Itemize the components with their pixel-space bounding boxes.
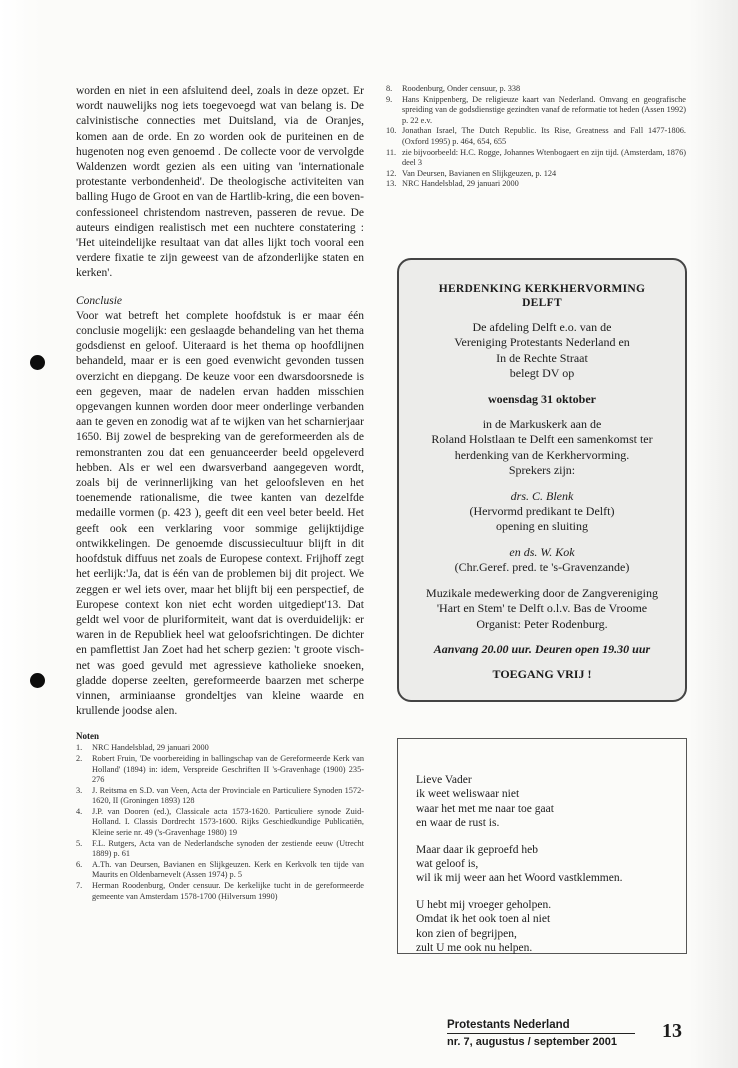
- notes-list-right: [386, 84, 686, 190]
- event-notice-box: [397, 258, 687, 702]
- section-heading-conclusie: Conclusie: [76, 294, 122, 307]
- notice-date: woensdag 31 oktober: [487, 391, 596, 406]
- speaker-role: (Chr.Geref. pred. te 's-Gravenzande): [454, 560, 630, 575]
- bullet-mark-top: [30, 355, 45, 370]
- note-item: 12. Van Deursen, Bavianen en Slijkgeuzen, p. 124: [386, 168, 557, 178]
- bullet-mark-bottom: [30, 673, 45, 688]
- article-paragraph-conclusion: Voor wat betreft het complete hoofdstuk is er maar één conclusie mogelijk: een geslaagde behandeling van het thema godsdienst en geloof. Uiteraard is het thema op hoofdlijnen behandeld, maar er is een goed evenwicht gevonden tussen overzicht en diepgang. De keuze voor een dwarsdoorsnede is een gegeven, maar de nadelen ervan hadden misschien opgevangen kunnen worden door meer onderlinge verbanden aan te geven en zonodig wat af te wijken van het scharnierjaar 1650. Bij zowel de bespreking van de gereformeerden als de remonstranten zou dat een genuanceerder beeld opgeleverd hebben. Als er wel een dwarsverband aangegeven wordt, zoals bij de verinnerlijking van het geloofsleven en het toenemende rationalisme, die twee kanten van dezelfde medaille vormen (p. 423 ), geeft dit een veel beter beeld. Het geeft ook een verklaring voor sommige gelijktijdige ontwikkelingen. De genoemde discussiecultuur blijft in dit hoofdstuk diffuus net zoals de Europese context. Frijhoff zegt het eerlijk:'Ja, dat is één van de problemen bij dit project. We zeggen er wel iets over, maar het blijft bij een perspectief, de Europese context kon niet echt worden uitgediept'13. Dat geldt wel voor de pluriformiteit, want dat is overduidelijk: er waren in de Republiek heel wat geloofsrichtingen. De dichter en pamflettist Jan Zoet had het scherp gezien: 't groote visch-net was goed gevuld met agressieve katholieke snoeken, gladde doperse zeelten, gereformeerde baarzen met scherpe vinnen, arminiaanse grondeltjes van kleine waarde en krullende joodse alen.: [76, 309, 364, 718]
- notice-intro: De afdeling Delft e.o. van de: [472, 320, 612, 334]
- page-number: 13: [662, 1020, 682, 1042]
- note-item: 5. F.L. Rutgers, Acta van de Nederlandsche synoden der zestiende eeuw (Utrecht 1889) p. 61: [76, 838, 364, 859]
- notice-intro: Vereniging Protestants Nederland en: [454, 335, 630, 350]
- notes-heading: Noten: [76, 731, 99, 742]
- notice-intro: belegt DV op: [509, 366, 575, 381]
- note-item: 7. Herman Roodenburg, Onder censuur. De kerkelijke tucht in de gereformeerde gemeente van Amsterdam 1578-1700 (Hilversum 1990): [76, 881, 364, 901]
- note-item: 10. Jonathan Israel, The Dutch Republic. Its Rise, Greatness and Fall 1477-1806. (Oxford 1995) p. 464, 654, 655: [386, 126, 686, 146]
- speaker-task: opening en sluiting: [496, 519, 588, 534]
- notice-intro: In de Rechte Straat: [496, 350, 588, 365]
- note-item: 13. NRC Handelsblad, 29 januari 2000: [386, 179, 519, 189]
- poem-stanza: Lieve Vader ik weet weliswaar niet waar het met me naar toe gaat en waar de rust is.: [416, 774, 554, 830]
- poem-stanza: U hebt mij vroeger geholpen. Omdat ik het ook toen al niet kon zien of begrijpen, zult U me ook nu helpen.: [416, 898, 552, 955]
- notice-admission: TOEGANG VRIJ !: [492, 667, 592, 682]
- publication-title: Protestants Nederland: [447, 1018, 635, 1034]
- note-item: 2. Robert Fruin, 'De voorbereiding in ballingschap van de Gereformeerde Kerk van Holland' (1894) in: idem, Verspreide Geschriften II 's-Gravenhage (1900) 235-276: [76, 753, 364, 785]
- speaker-name: drs. C. Blenk: [510, 488, 574, 503]
- poem-stanza: Maar daar ik geproefd heb wat geloof is, wil ik mij weer aan het Woord vastklemmen.: [416, 843, 623, 885]
- page-footer: [447, 1018, 687, 1050]
- speaker-name: en ds. W. Kok: [509, 544, 575, 559]
- left-column: [76, 84, 364, 902]
- notice-body: in de Markuskerk aan de: [482, 417, 602, 432]
- note-item: 8. Roodenburg, Onder censuur, p. 338: [386, 84, 521, 93]
- note-item: 1. NRC Handelsblad, 29 januari 2000: [76, 743, 209, 753]
- speaker-role: (Hervormd predikant te Delft): [469, 504, 615, 519]
- right-column-notes: [386, 84, 686, 190]
- notice-body: Sprekers zijn:: [508, 463, 576, 478]
- notice-music: Organist: Peter Rodenburg.: [476, 616, 608, 631]
- notice-times: Aanvang 20.00 uur. Deuren open 19.30 uur: [433, 641, 651, 656]
- notice-body: herdenking van de Kerkhervorming.: [454, 447, 630, 462]
- note-item: 3. J. Reitsma en S.D. van Veen, Acta der Provinciale en Particuliere Synoden 1572-1620, II (Groningen 1893) 128: [76, 785, 364, 806]
- note-item: 6. A.Th. van Deursen, Bavianen en Slijkgeuzen. Kerk en Kerkvolk ten tijde van Maurits en Oldenbarnevelt (Assen 1974) p. 5: [76, 859, 364, 880]
- notice-body: Roland Holstlaan te Delft een samenkomst ter: [431, 432, 653, 447]
- note-item: 4. J.P. van Dooren (ed.), Classicale acta 1573-1620. Particuliere synode Zuid-Holland. I. Classis Dordrecht 1573-1600. Rijks Geschiedkundige Publicatiën, Kleine serie nr. 49 ('s-Gravenhage 1980) 19: [76, 806, 364, 838]
- poem-box: [397, 738, 687, 954]
- notice-title: HERDENKING KERKHERVORMING DELFT: [438, 283, 646, 309]
- notes-list-left: [76, 743, 364, 902]
- note-item: 9. Hans Knippenberg, De religieuze kaart van Nederland. Omvang en geografische spreiding van de godsdienstige gezindten vanaf de reformatie tot heden (Assen 1992) p. 22 e.v.: [386, 94, 686, 125]
- notice-music: Muzikale medewerking door de Zangvereniging: [426, 585, 658, 600]
- issue-info: nr. 7, augustus / september 2001: [447, 1036, 617, 1048]
- article-paragraph: worden en niet in een afsluitend deel, zoals in deze opzet. Er wordt nauwelijks nog iets toegevoegd wat van belang is. De calvinistische connecties met Duitsland, via de Oranjes, komen aan de orde. En zo worden ook de puriteinen en de hugenoten nog even genoemd . De collecte voor de vervolgde Waldenzen wordt gezien als een uiting van 'internationale protestante verbondenheid'. De theologische activiteiten van balling Hugo de Groot en van de Hartlib-kring, die een boven-confessioneel christendom nastreven, passeren de revue. De auteurs eindigen realistisch met een nuchtere constatering : 'Het uiteindelijke resultaat van dat alles lijkt toch vooral een verdere fixatie te zijn geweest van de afzonderlijke staten en kerken'.: [76, 85, 364, 280]
- notice-music: 'Hart en Stem' te Delft o.l.v. Bas de Vroome: [436, 601, 648, 616]
- note-item: 11. zie bijvoorbeeld: H.C. Rogge, Johannes Wtenbogaert en zijn tijd. (Amsterdam, 1876) deel 3: [386, 147, 686, 168]
